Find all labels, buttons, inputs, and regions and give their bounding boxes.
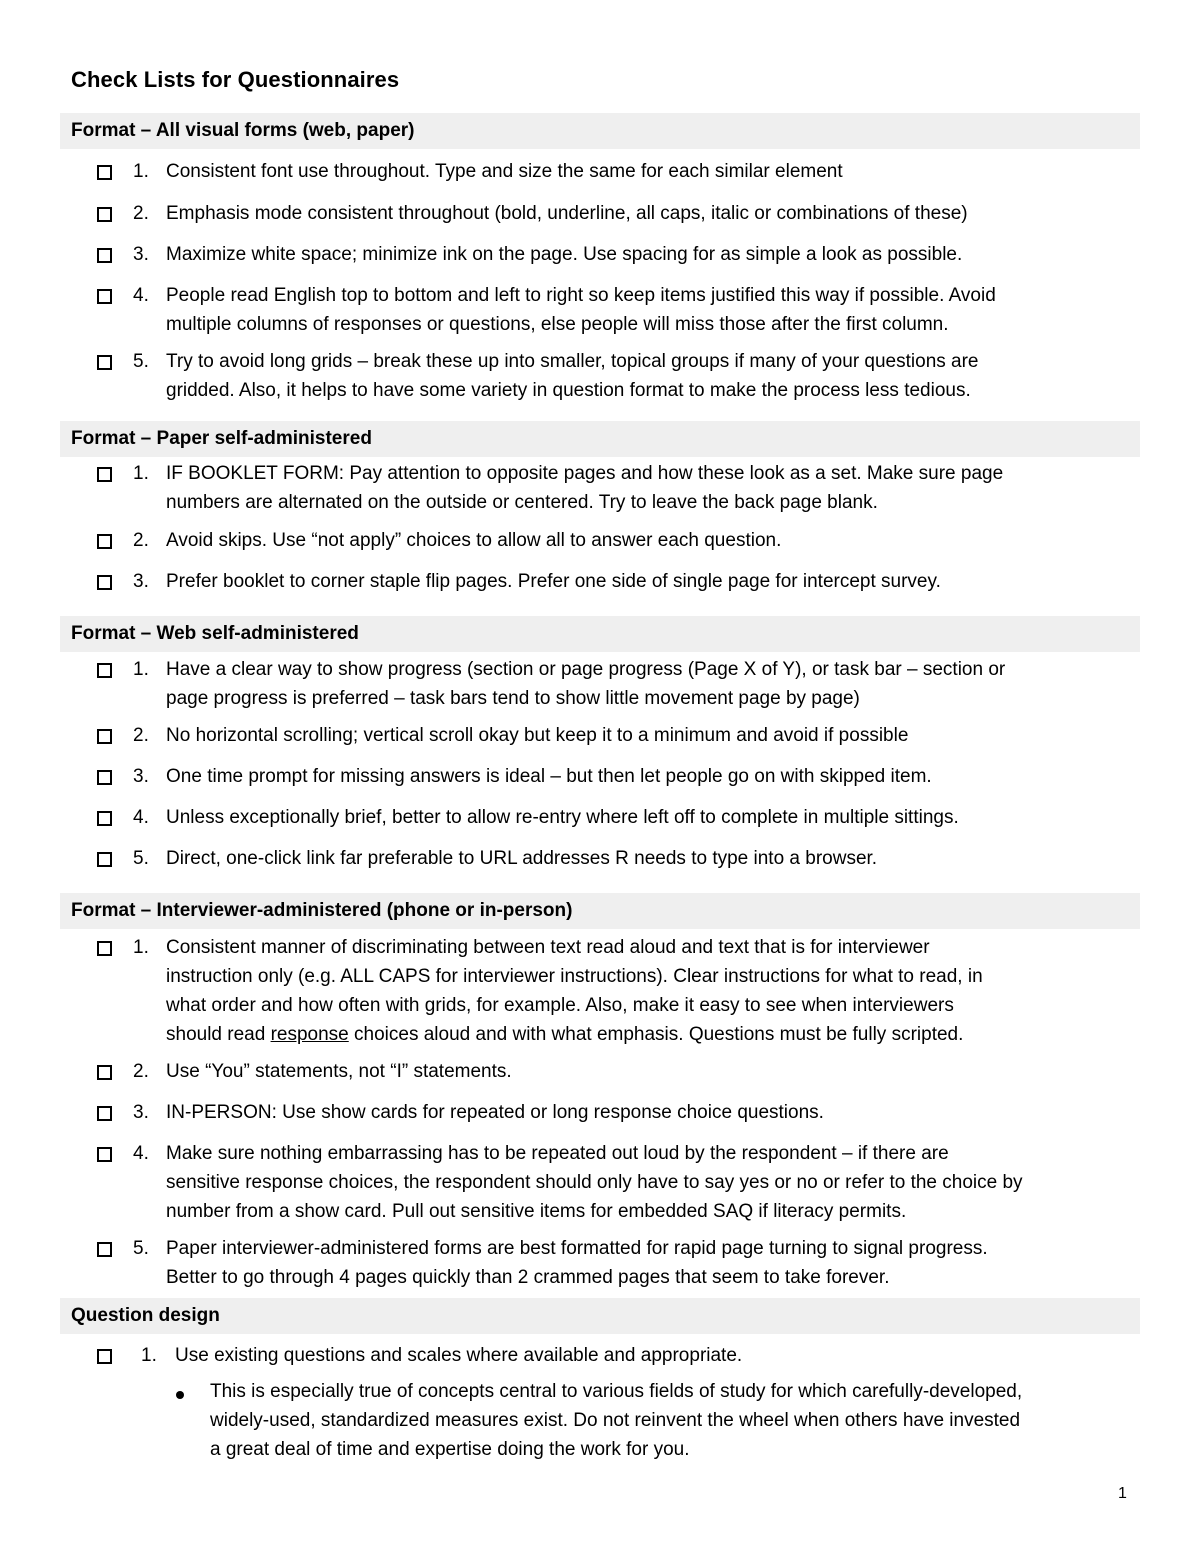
item-text: IF BOOKLET FORM: Pay attention to opposite pages and how these look as a set. Make sure page numbers are alternated on the outside or centered. Try to leave the back page blank. <box>166 463 1004 513</box>
bullet-text: This is especially true of concepts central to various fields of study for which carefully-developed, widely-used, standardized measures exist. Do not reinvent the wheel when others have invested a great deal of time and expertise doing the work for you. <box>210 1381 1023 1460</box>
item-number: 3. <box>133 244 149 265</box>
section-header: Question design <box>60 1298 1140 1334</box>
item-text: Use “You” statements, not “I” statements. <box>166 1061 512 1082</box>
checkbox-icon[interactable] <box>97 1106 112 1121</box>
section-all-visual-forms <box>60 113 1140 149</box>
underlined-word: response <box>270 1024 349 1045</box>
item-text: Unless exceptionally brief, better to allow re-entry where left off to complete in multiple sittings. <box>166 807 959 828</box>
section-interviewer-administered <box>60 893 1140 929</box>
item-text: Consistent font use throughout. Type and size the same for each similar element <box>166 161 843 182</box>
item-number: 1. <box>133 937 149 958</box>
item-number: 3. <box>133 766 149 787</box>
item-text: Maximize white space; minimize ink on the page. Use spacing for as simple a look as possible. <box>166 244 963 265</box>
item-number: 2. <box>133 530 149 551</box>
page-number: 1 <box>1118 1485 1127 1502</box>
item-text: People read English top to bottom and left to right so keep items justified this way if possible. Avoid multiple columns of responses or questions, else people will miss those after the first column. <box>166 285 996 335</box>
item-text: Use existing questions and scales where available and appropriate. <box>175 1345 743 1366</box>
item-number: 5. <box>133 848 149 869</box>
checkbox-icon[interactable] <box>97 663 112 678</box>
item-number: 4. <box>133 807 149 828</box>
item-text: No horizontal scrolling; vertical scroll okay but keep it to a minimum and avoid if possible <box>166 725 909 746</box>
item-text: Prefer booklet to corner staple flip pages. Prefer one side of single page for intercept survey. <box>166 571 941 592</box>
checkbox-icon[interactable] <box>97 355 112 370</box>
item-text: Paper interviewer-administered forms are best formatted for rapid page turning to signal progress. Better to go through 4 pages quickly than 2 crammed pages that seem to take forever. <box>166 1238 988 1288</box>
item-number: 4. <box>133 1143 149 1164</box>
checkbox-icon[interactable] <box>97 1065 112 1080</box>
item-text: IN-PERSON: Use show cards for repeated or long response choice questions. <box>166 1102 824 1123</box>
item-number: 5. <box>133 351 149 372</box>
section-header: Format – Paper self-administered <box>60 421 1140 457</box>
checkbox-icon[interactable] <box>97 575 112 590</box>
item-number: 2. <box>133 203 149 224</box>
section-web-self-administered <box>60 616 1140 652</box>
item-text: Consistent manner of discriminating between text read aloud and text that is for interviewer instruction only (e.g. ALL CAPS for interviewer instructions). Clear instructions for what to read, in what order and how often with grids, for example. Also, make it easy to see when interviewers should read response choices aloud and with what emphasis. Questions must be fully scripted. <box>166 937 983 1045</box>
item-text: Make sure nothing embarrassing has to be repeated out loud by the respondent – if there are sensitive response choices, the respondent should only have to say yes or no or refer to the choice by number from a show card. Pull out sensitive items for embedded SAQ if literacy permits. <box>166 1143 1023 1222</box>
item-number: 5. <box>133 1238 149 1259</box>
item-number: 1. <box>133 463 149 484</box>
section-paper-self-administered <box>60 421 1140 457</box>
item-number: 2. <box>133 725 149 746</box>
bullet-icon <box>176 1391 184 1399</box>
checkbox-icon[interactable] <box>97 248 112 263</box>
item-number: 4. <box>133 285 149 306</box>
item-text: Avoid skips. Use “not apply” choices to allow all to answer each question. <box>166 530 782 551</box>
checkbox-icon[interactable] <box>97 1242 112 1257</box>
section-header: Format – Interviewer-administered (phone or in-person) <box>60 893 1140 929</box>
section-header: Format – Web self-administered <box>60 616 1140 652</box>
item-number: 1. <box>133 161 149 182</box>
checkbox-icon[interactable] <box>97 770 112 785</box>
item-number: 2. <box>133 1061 149 1082</box>
item-text: Have a clear way to show progress (section or page progress (Page X of Y), or task bar – section or page progress is preferred – task bars tend to show little movement page by page) <box>166 659 1006 709</box>
checkbox-icon[interactable] <box>97 207 112 222</box>
item-text: Try to avoid long grids – break these up into smaller, topical groups if many of your questions are gridded. Also, it helps to have some variety in question format to make the process less tedious. <box>166 351 979 401</box>
item-number: 3. <box>133 571 149 592</box>
checkbox-icon[interactable] <box>97 1349 112 1364</box>
checkbox-icon[interactable] <box>97 941 112 956</box>
item-text: Emphasis mode consistent throughout (bold, underline, all caps, italic or combinations of these) <box>166 203 968 224</box>
item-number: 1. <box>141 1345 157 1366</box>
checkbox-icon[interactable] <box>97 729 112 744</box>
item-number: 1. <box>133 659 149 680</box>
checkbox-icon[interactable] <box>97 1147 112 1162</box>
page-title: Check Lists for Questionnaires <box>71 67 400 92</box>
section-question-design <box>60 1298 1140 1334</box>
checkbox-icon[interactable] <box>97 467 112 482</box>
checkbox-icon[interactable] <box>97 289 112 304</box>
item-number: 3. <box>133 1102 149 1123</box>
checkbox-icon[interactable] <box>97 534 112 549</box>
item-text: One time prompt for missing answers is ideal – but then let people go on with skipped item. <box>166 766 932 787</box>
section-header: Format – All visual forms (web, paper) <box>60 113 1140 149</box>
item-text: Direct, one-click link far preferable to URL addresses R needs to type into a browser. <box>166 848 878 869</box>
checkbox-icon[interactable] <box>97 852 112 867</box>
checkbox-icon[interactable] <box>97 811 112 826</box>
checkbox-icon[interactable] <box>97 165 112 180</box>
